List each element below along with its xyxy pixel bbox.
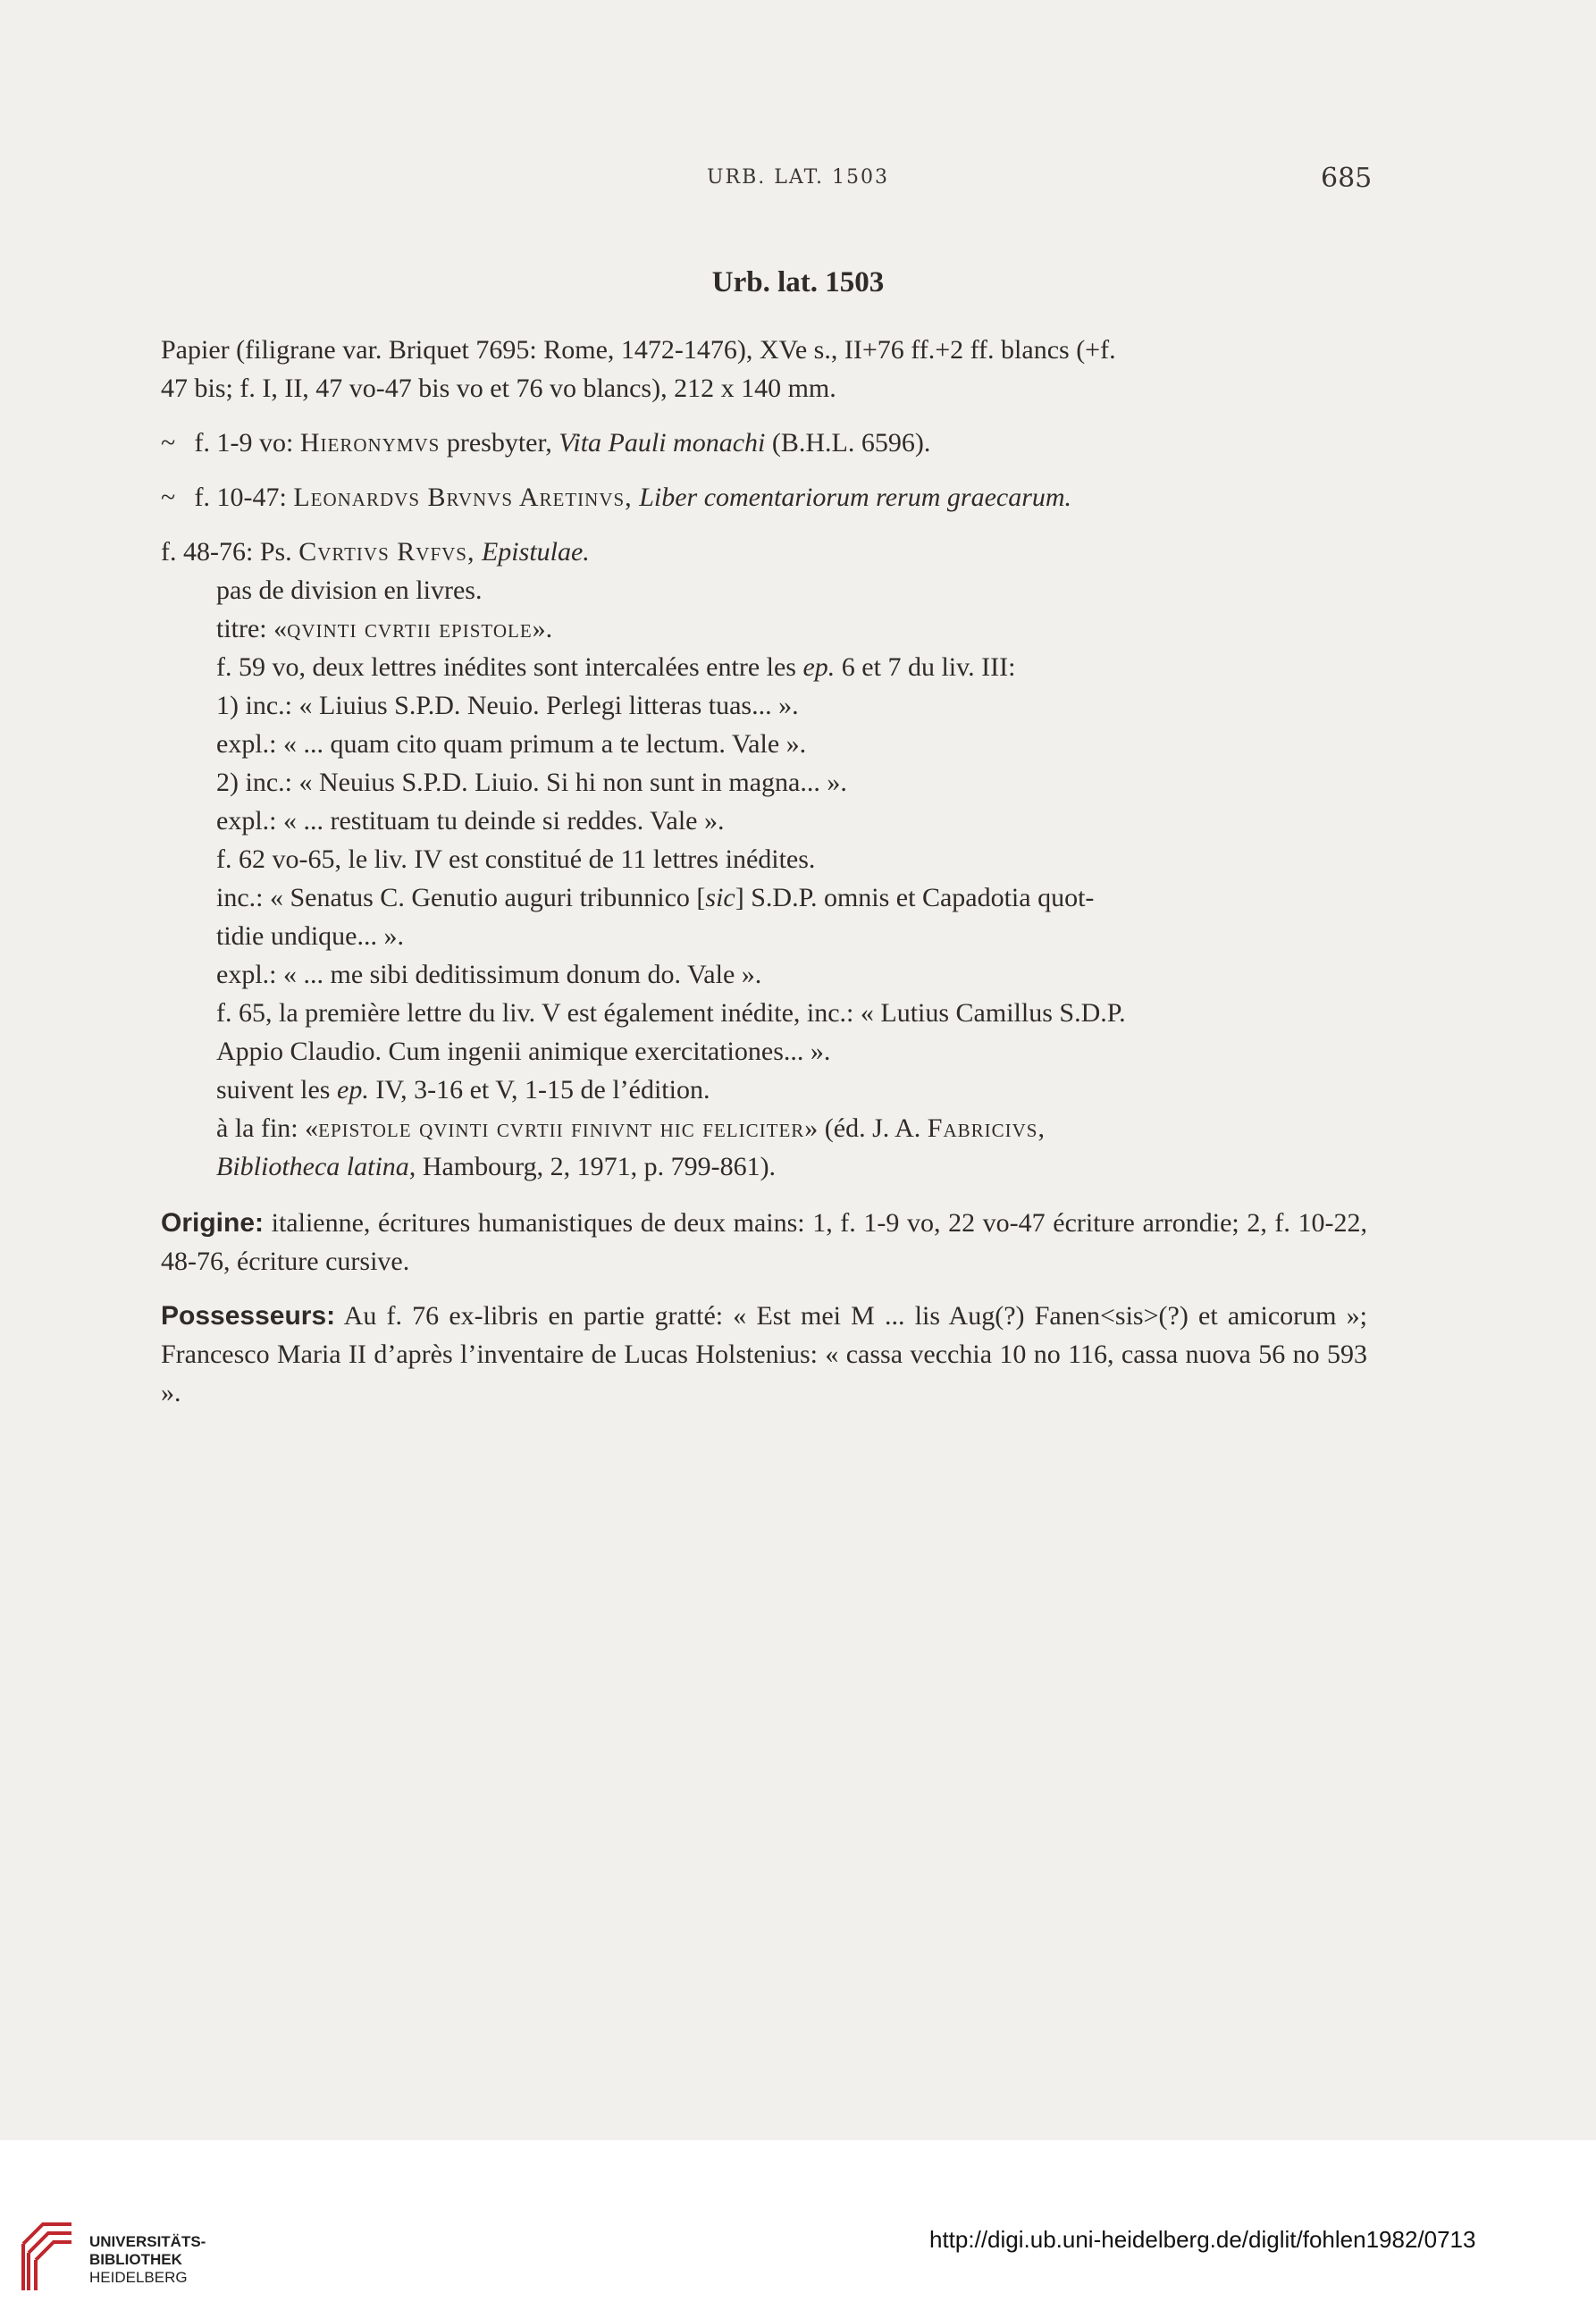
content-item-2: ~ f. 10-47: Leonardvs Brvnvs Aretinvs, Liber comentariorum rerum graecarum. bbox=[161, 478, 1367, 517]
tilde-marker: ~ bbox=[161, 428, 176, 458]
running-head: URB. LAT. 1503 bbox=[707, 166, 889, 189]
library-name: UNIVERSITÄTS- BIBLIOTHEK HEIDELBERG bbox=[89, 2233, 206, 2286]
work-title: Liber comentariorum rerum graecarum. bbox=[639, 483, 1072, 512]
work-title: Epistulae. bbox=[481, 537, 590, 567]
author-name: Cvrtivs Rvfvs, bbox=[298, 537, 475, 567]
author-name: Hieronymvs bbox=[299, 428, 441, 458]
library-logo-icon bbox=[16, 2217, 79, 2297]
work-title: Vita Pauli monachi bbox=[559, 428, 766, 458]
permalink-url[interactable]: http://digi.ub.uni-heidelberg.de/diglit/fohlen1982/0713 bbox=[929, 2226, 1476, 2253]
physical-description: Papier (filigrane var. Briquet 7695: Rome, 1472-1476), XVe s., II+76 ff.+2 ff. blancs (+f. 47 bis; f. I, II, 47 vo-47 bis vo et 76 vo blancs), 212 x 140 mm. bbox=[161, 335, 1116, 403]
item-3-notes: pas de division en livres. titre: «qvinti cvrtii epistole». f. 59 vo, deux lettres inédites sont intercalées entre les ep. 6 et 7 du liv. III: 1) inc.: « Liuius S.P.D. Neuio. Perlegi litteras tuas... ». expl.: « ... quam cito quam primum a te lectum. Vale ». 2) inc.: « Neuius S.P.D. Liuio. Si hi non sunt in magna... ». expl.: « ... restituam tu deinde si reddes. Vale ». f. 62 vo-65, le liv. IV est constitué de 11 lettres inédites. inc.: « Senatus C. Genutio auguri tribunnico [sic] S.D.P. omnis et Capadotia quot- tidie undique... ». expl.: « ... me sibi deditissimum donum do. Vale ». f. 65, la première lettre du liv. V est également inédite, inc.: « Lutius Camillus S.D.P. Appio Claudio. Cum ingenii animique exercitationes... ». suivent les ep. IV, 3-16 et V, 1-15 de l’édition. à la fin: «epistole qvinti cvrtii finivnt hic feliciter» (éd. J. A. Fabricivs, Bibliotheca latina, Hambourg, 2, 1971, p. 799-861). bbox=[216, 575, 1126, 1181]
possesseurs-label: Possesseurs: bbox=[161, 1301, 336, 1331]
content-item-1: ~ f. 1-9 vo: Hieronymvs presbyter, Vita Pauli monachi (B.H.L. 6596). bbox=[161, 424, 1367, 462]
viewer-footer bbox=[0, 2140, 1596, 2310]
origine-section: Origine: italienne, écritures humanistiques de deux mains: 1, f. 1-9 vo, 22 vo-47 écriture arrondie; 2, f. 10-22, 48-76, écriture cursive. bbox=[161, 1208, 1368, 1276]
page-number: 685 bbox=[1321, 163, 1373, 194]
manuscript-title: Urb. lat. 1503 bbox=[711, 266, 885, 298]
origine-label: Origine: bbox=[161, 1208, 265, 1238]
content-item-3: f. 48-76: Ps. Cvrtivs Rvfvs, Epistulae. bbox=[161, 537, 590, 567]
catalog-entry bbox=[161, 331, 1367, 1428]
tilde-marker: ~ bbox=[161, 483, 176, 512]
possesseurs-section: Possesseurs: Au f. 76 ex-libris en partie gratté: « Est mei M ... lis Aug(?) Fanen<sis>(?) et amicorum »; Francesco Maria II d’après l’inventaire de Lucas Holstenius: « cassa vecchia 10 no 116, cassa nuova 56 no 593 ». bbox=[161, 1301, 1367, 1407]
author-name: Leonardvs Brvnvs Aretinvs, bbox=[293, 483, 633, 512]
